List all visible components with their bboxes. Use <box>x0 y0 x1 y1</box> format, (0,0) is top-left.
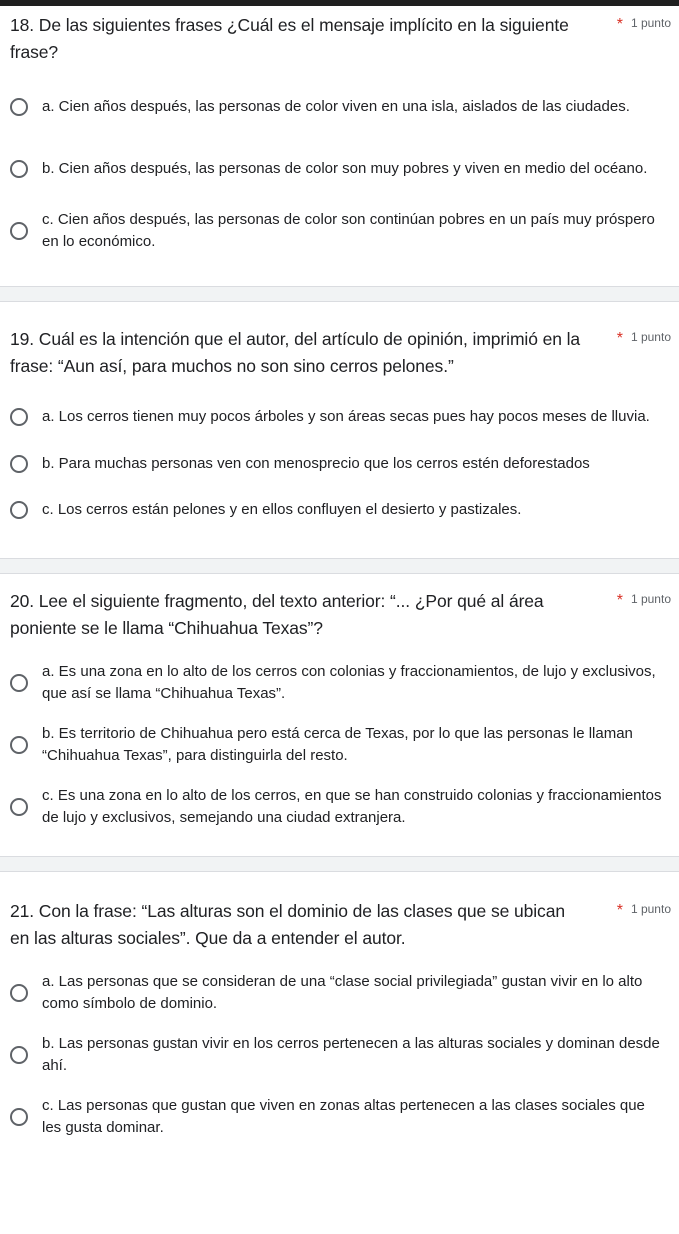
question-header <box>10 588 679 642</box>
options-list <box>10 970 679 1140</box>
points-label: 1 punto <box>630 16 671 30</box>
radio-button[interactable] <box>10 222 28 240</box>
section-divider <box>0 286 679 302</box>
option-label: a. Los cerros tienen muy pocos árboles y son áreas secas pues hay pocos meses de lluvia. <box>42 408 650 425</box>
radio-button[interactable] <box>10 455 28 473</box>
radio-button[interactable] <box>10 736 28 754</box>
options-list <box>10 394 679 522</box>
radio-button[interactable] <box>10 984 28 1002</box>
question-20 <box>0 574 679 830</box>
option-label: c. Es una zona en lo alto de los cerros, en que se han construido colonias y fraccionamientos de lujo y exclusivos, semejando una ciudad extranjera. <box>42 787 662 826</box>
option-a[interactable] <box>10 394 679 440</box>
question-title: 21. Con la frase: “Las alturas son el dominio de las clases que se ubican en las alturas sociales”. Que da a entender el autor. <box>10 901 565 948</box>
required-mark: * <box>616 16 623 33</box>
radio-button[interactable] <box>10 160 28 178</box>
option-c[interactable] <box>10 1094 679 1140</box>
option-c[interactable] <box>10 208 679 254</box>
question-header <box>10 326 679 380</box>
question-meta <box>617 16 671 34</box>
question-meta <box>617 902 671 920</box>
required-mark: * <box>616 330 623 347</box>
option-label: a. Es una zona en lo alto de los cerros con colonias y fraccionamientos, de lujo y exclusivos, que así se llama “Chihuahua Texas”. <box>42 663 656 702</box>
option-b[interactable] <box>10 452 679 476</box>
points-label: 1 punto <box>630 592 671 606</box>
option-label: c. Cien años después, las personas de color son continúan pobres en un país muy próspero en lo económico. <box>42 211 655 250</box>
options-list <box>10 84 679 254</box>
option-label: a. Las personas que se consideran de una “clase social privilegiada” gustan vivir en lo alto como símbolo de dominio. <box>42 973 643 1012</box>
option-b[interactable] <box>10 1032 679 1078</box>
radio-button[interactable] <box>10 501 28 519</box>
radio-button[interactable] <box>10 1046 28 1064</box>
question-header <box>10 12 679 66</box>
required-mark: * <box>616 902 623 919</box>
question-title: 18. De las siguientes frases ¿Cuál es el mensaje implícito en la siguiente frase? <box>10 15 569 62</box>
option-label: b. Es territorio de Chihuahua pero está cerca de Texas, por lo que las personas le llaman “Chihuahua Texas”, para distinguirla del resto. <box>42 725 633 764</box>
radio-button[interactable] <box>10 98 28 116</box>
section-divider <box>0 558 679 574</box>
option-label: c. Los cerros están pelones y en ellos confluyen el desierto y pastizales. <box>42 501 522 518</box>
required-mark: * <box>616 592 623 609</box>
radio-button[interactable] <box>10 798 28 816</box>
section-divider <box>0 856 679 872</box>
option-label: b. Para muchas personas ven con menosprecio que los cerros estén deforestados <box>42 455 590 472</box>
question-19 <box>0 302 679 522</box>
question-meta <box>617 330 671 348</box>
radio-button[interactable] <box>10 674 28 692</box>
radio-button[interactable] <box>10 408 28 426</box>
option-label: b. Cien años después, las personas de color son muy pobres y viven en medio del océano. <box>42 160 648 177</box>
options-list <box>10 660 679 830</box>
option-a[interactable] <box>10 660 679 706</box>
option-label: b. Las personas gustan vivir en los cerros pertenecen a las alturas sociales y dominan desde ahí. <box>42 1035 660 1074</box>
option-c[interactable] <box>10 784 679 830</box>
option-b[interactable] <box>10 146 679 192</box>
question-title: 19. Cuál es la intención que el autor, del artículo de opinión, imprimió en la frase: “Aun así, para muchos no son sino cerros pelones.” <box>10 329 581 376</box>
points-label: 1 punto <box>630 330 671 344</box>
radio-button[interactable] <box>10 1108 28 1126</box>
question-title: 20. Lee el siguiente fragmento, del texto anterior: “... ¿Por qué al área poniente se le llama “Chihuahua Texas”? <box>10 591 544 638</box>
question-18 <box>0 6 679 254</box>
option-b[interactable] <box>10 722 679 768</box>
option-c[interactable] <box>10 498 679 522</box>
points-label: 1 punto <box>630 902 671 916</box>
option-a[interactable] <box>10 84 679 130</box>
option-label: c. Las personas que gustan que viven en zonas altas pertenecen a las clases sociales que les gusta dominar. <box>42 1097 645 1136</box>
question-meta <box>617 592 671 610</box>
question-header <box>10 898 679 952</box>
question-21 <box>0 872 679 1140</box>
option-a[interactable] <box>10 970 679 1016</box>
option-label: a. Cien años después, las personas de color viven en una isla, aislados de las ciudades. <box>42 98 630 115</box>
